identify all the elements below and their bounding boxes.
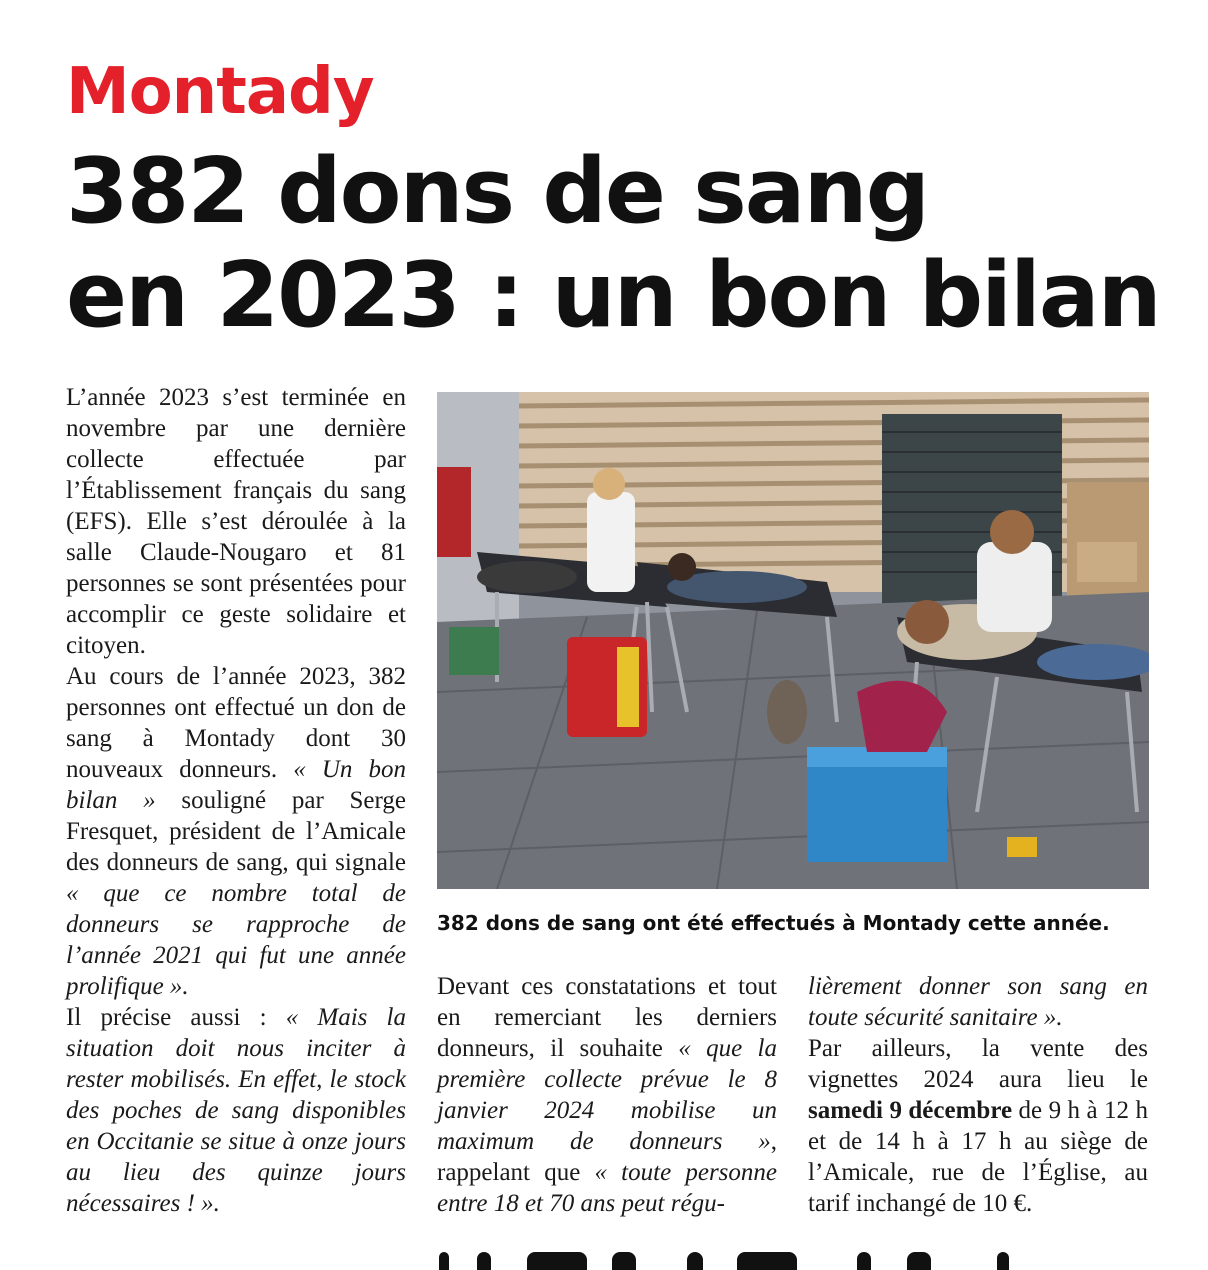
cutoff-glyph [907,1252,931,1270]
text-span: Par ailleurs, la vente des vignettes 2024 aura lieu le [808,1035,1148,1093]
quote: « toute personne entre 18 et 70 ans peut régu- [437,1159,777,1217]
text-span: Au cours de l’année 2023, 382 personnes ont effectué un don de sang à Montady dont 30 nouveaux donneurs. [66,663,406,783]
next-article-headline-cutoff [437,1250,1149,1270]
cutoff-glyph [687,1252,703,1270]
paragraph-continuation [808,971,1148,1033]
text-span: de 9 h à 12 h et de 14 h à 17 h au siège de l’Amicale, rue de l’Église, au tarif inchangé de 10 €. [808,1097,1148,1217]
event-date: samedi 9 décembre [808,1097,1013,1124]
cutoff-glyph [612,1252,636,1270]
article-column-1 [66,382,406,1219]
text-span: Devant ces constatations et tout en remerciant les derniers donneurs, il souhaite [437,973,777,1062]
cutoff-glyph [857,1252,871,1270]
text-span: Il précise aussi : [66,1004,286,1031]
paragraph-bilan [66,661,406,1002]
photo-caption: 382 dons de sang ont été effectués à Montady cette année. [437,911,1110,935]
article-column-2 [437,971,777,1219]
quote: lièrement donner son sang en toute sécurité sanitaire ». [808,973,1148,1031]
paragraph-intro: L’année 2023 s’est terminée en novembre par une dernière collecte effectuée par l’Établissement français du sang (EFS). Elle s’est déroulée à la salle Claude-Nougaro et 81 personnes se sont présentées pour accomplir ce geste solidaire et citoyen. [66,384,406,659]
quote: « Un bon bilan » [66,756,406,814]
cutoff-glyph [439,1252,449,1270]
headline-line-2: en 2023 : un bon bilan [66,243,1160,348]
cutoff-glyph [527,1252,587,1270]
quote: « que la première collecte prévue le 8 janvier 2024 mobilise un maximum de donneurs » [437,1035,777,1155]
cutoff-glyph [477,1252,491,1270]
cutoff-glyph [737,1252,797,1270]
quote: « Mais la situation doit nous inciter à rester mobilisés. En effet, le stock des poches de sang disponibles en Occitanie se situe à onze jours au lieu des quinze jours nécessaires ! ». [66,1004,406,1217]
article-photo [437,392,1149,889]
cutoff-glyph [997,1252,1009,1270]
headline-line-1: 382 dons de sang [66,139,929,244]
section-kicker: Montady [66,55,374,129]
paragraph-precise [66,1002,406,1219]
blood-donation-hall-illustration [437,392,1149,889]
article-column-3 [808,971,1148,1219]
quote: « que ce nombre total de donneurs se rapproche de l’année 2021 qui fut une année prolifique ». [66,880,406,1000]
text-span: souligné par Serge Fresquet, président de l’Amicale des donneurs de sang, qui signale [66,787,406,876]
paragraph-vignettes [808,1033,1148,1219]
article-headline [66,140,1186,348]
paragraph-constatations [437,971,777,1219]
text-span: , rappelant que [437,1128,777,1186]
